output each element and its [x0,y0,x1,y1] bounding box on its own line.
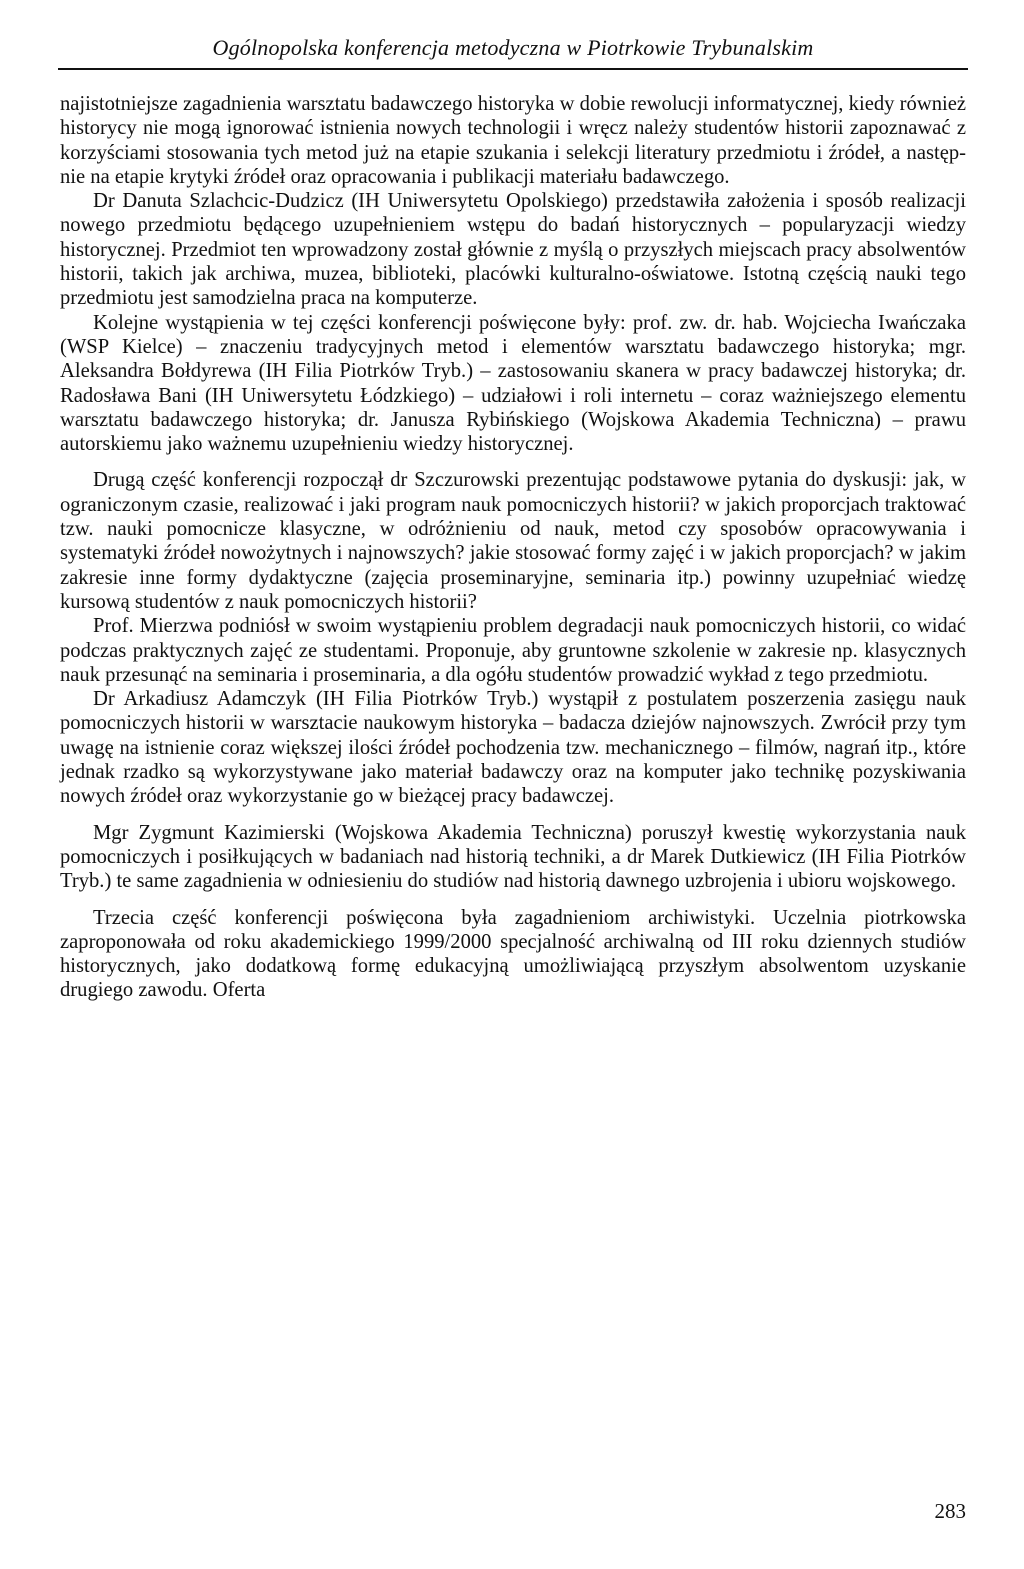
paragraph-continued: najistotniejsze zagadnienia warsztatu badawczego historyka w dobie rewolucji informatycznej, kiedy również historycy nie mogą ignorować istnienia nowych technologii i wręcz należy studentów historii zapoznawać z korzyściami stosowania tych metod już na etapie szukania i selekcji literatury przedmiotu i źródeł, a następnie na etapie krytyki źródeł oraz opracowania i publikacji materiału badawczego. [60,93,966,188]
page-number: 283 [934,1499,966,1523]
paragraph-kolejne-wystapienia: Kolejne wystąpienia w tej części konferencji poświęcone były: prof. zw. dr. hab. Wojciecha Iwańczaka (WSP Kielce) – znaczeniu tradycyjnych metod i elementów warsztatu badawczego historyka; mgr. Aleksandra Bołdyrewa (IH Filia Piotrków Tryb.) – zastosowaniu skanera w pracy badawczej historyka; dr. Radosława Bani (IH Uniwersytetu Łódzkiego) – udziałowi i roli internetu – coraz ważniejszego elementu warsztatu badawczego historyka; dr. Janusza Rybińskiego (Wojskowa Akademia Techniczna) – prawu autorskiemu jako ważnemu uzupełnieniu wiedzy historycznej. [60,311,966,456]
running-head-title: Ogólnopolska konferencja metodyczna w Piotrkowie Trybunalskim [212,35,814,60]
body-text [60,92,966,1003]
paragraph-adamczyk: Dr Arkadiusz Adamczyk (IH Filia Piotrków Tryb.) wystąpił z postulatem poszerzenia zasięgu nauk pomocniczych historii w warsztacie naukowym historyka – badacza dziejów najnowszych. Zwrócił przy tym uwagę na istnienie coraz większej ilości źródeł pochodzenia tzw. mechanicznego – filmów, nagrań itp., które jednak rzadko są wykorzystywane jako materiał badawczy oraz na komputer jako technikę pozyskiwania nowych źródeł oraz wykorzystanie go w bieżącej pracy badawczej. [60,688,966,808]
header-rule [58,68,968,70]
paragraph-mierzwa: Prof. Mierzwa podniósł w swoim wystąpieniu problem degradacji nauk pomocniczych historii, co widać podczas praktycznych zajęć ze studentami. Proponuje, aby gruntowne szkolenie w zakresie np. klasycznych nauk przesunąć na seminaria i proseminaria, a dla ogółu studentów prowadzić wykład z tego przedmiotu. [60,615,966,686]
paragraph-druga-czesc: Drugą część konferencji rozpoczął dr Szczurowski prezentując podstawowe pytania do dyskusji: jak, w ograniczonym czasie, realizować i jaki program nauk pomocniczych historii? w jakich proporcjach traktować tzw. nauki pomocnicze klasyczne, w odróżnieniu od nauk, metod czy sposobów opracowywania i systematyki źródeł nowożytnych i najnowszych? jakie stosować formy zajęć i w jakich proporcjach? w jakim zakresie inne formy dydaktyczne (zajęcia proseminaryjne, seminaria itp.) powinny uzupełniać wiedzę kursową studentów z nauk pomocniczych historii? [60,469,966,613]
paragraph-trzecia-czesc: Trzecia część konferencji poświęcona była zagadnieniom archiwistyki. Uczelnia piotrkowska zaproponowała od roku akademickiego 1999/2000 specjalność archiwalną od III roku dziennych studiów historycznych, jako dodatkową formę edukacyjną umożliwiającą przyszłym absolwentom uzyskanie drugiego zawodu. Oferta [60,906,966,1002]
paragraph-szlachcic-dudzicz: Dr Danuta Szlachcic-Dudzicz (IH Uniwersytetu Opolskiego) przedstawiła założenia i sposób realizacji nowego przedmiotu będącego uzupełnieniem wstępu do badań historycznych – popularyzacji wiedzy historycznej. Przedmiot ten wprowadzony został głównie z myślą o przyszłych miejscach pracy absolwentów historii, takich jak archiwa, muzea, biblioteki, placówki kulturalno-oświatowe. Istotną częścią nauki tego przedmiotu jest samodzielna praca na komputerze. [60,190,966,310]
paragraph-kazimierski: Mgr Zygmunt Kazimierski (Wojskowa Akademia Techniczna) poruszył kwestię wykorzystania nauk pomocniczych i posiłkujących w badaniach nad historią techniki, a dr Marek Dutkiewicz (IH Filia Piotrków Tryb.) te same zagadnienia w odniesieniu do studiów nad historią dawnego uzbrojenia i ubioru wojskowego. [60,821,966,893]
